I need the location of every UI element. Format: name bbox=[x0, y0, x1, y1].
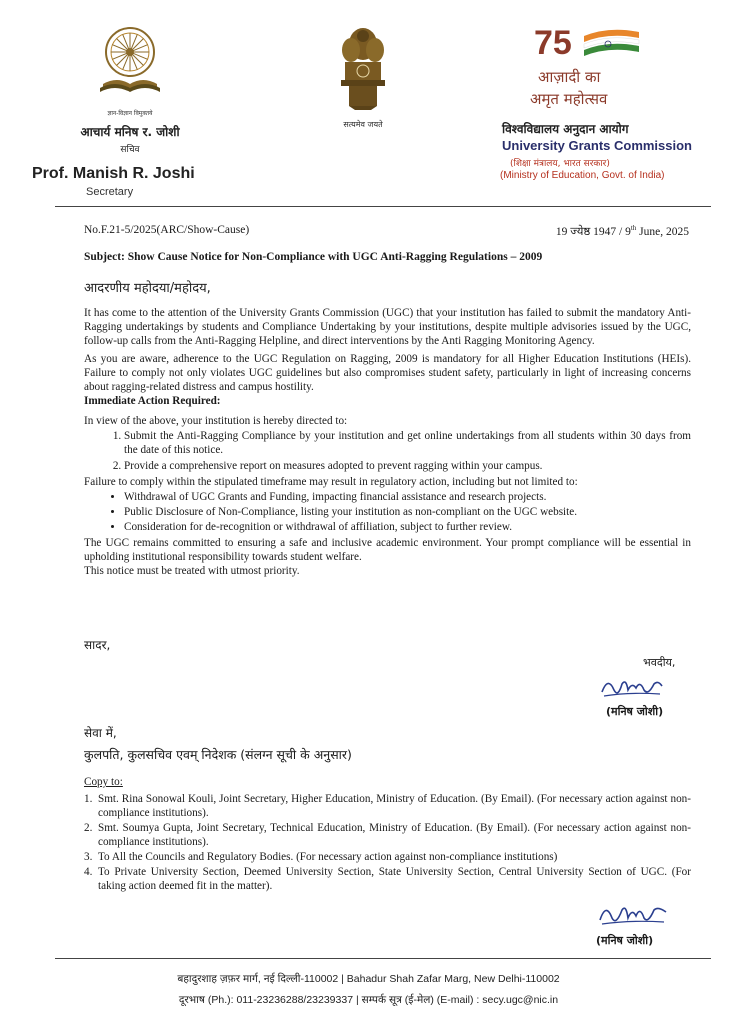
ugc-logo-block bbox=[30, 22, 230, 155]
copy-to-item bbox=[84, 821, 691, 849]
date-suffix: June, 2025 bbox=[636, 226, 689, 238]
ugc-chakra-book-icon bbox=[95, 22, 165, 102]
copy-to-text: Smt. Rina Sonowal Kouli, Joint Secretary, Higher Education, Ministry of Education. (By Email). (For necessary action against non-compliance institutions). bbox=[98, 793, 691, 819]
signatory-name-2: (मनिष जोशी) bbox=[596, 934, 654, 947]
copy-to-text: Smt. Soumya Gupta, Joint Secretary, Technical Education, Ministry of Education. (By Email). (For necessary action against non-compliance institutions). bbox=[98, 822, 691, 848]
paragraph-6: This notice must be treated with utmost priority. bbox=[84, 565, 300, 577]
header-divider bbox=[55, 206, 711, 207]
national-emblem-block bbox=[318, 22, 408, 130]
paragraph-1: It has come to the attention of the University Grants Commission (UGC) that your institution has failed to submit the mandatory Anti-Ragging undertakings by students and Compliance Undertaking by your institutions, despite multiple advisories issued by the UGC, follow-up calls from the Anti-Ragging Helpline, and direct interventions by the Anti Ragging Monitoring Agency. bbox=[84, 307, 691, 347]
copy-to-item bbox=[84, 850, 691, 864]
azadi-number: 75 bbox=[534, 24, 572, 62]
copy-to-number: 3. bbox=[84, 851, 93, 863]
salutation: आदरणीय महोदया/महोदय, bbox=[84, 281, 211, 296]
signature-image-2 bbox=[596, 898, 672, 932]
directives-list bbox=[84, 429, 691, 473]
footer-divider bbox=[55, 958, 711, 959]
official-name-english: Prof. Manish R. Joshi bbox=[32, 165, 195, 182]
footer-contact: दूरभाष (Ph.): 011-23236288/23239337 | सम्पर्क सूत्र (ई-मेल) (E-mail) : secy.ugc@nic.in bbox=[178, 994, 559, 1006]
copy-to-item bbox=[84, 792, 691, 820]
copy-to-number: 4. bbox=[84, 866, 93, 878]
ugc-title-block bbox=[492, 18, 702, 181]
consequence-item: • Withdrawal of UGC Grants and Funding, impacting financial assistance and research projects. bbox=[124, 490, 691, 504]
paragraph-3: In view of the above, your institution is hereby directed to: bbox=[84, 415, 348, 427]
subject-line: Subject: Show Cause Notice for Non-Compliance with UGC Anti-Ragging Regulations – 2009 bbox=[84, 251, 543, 263]
copy-to-list bbox=[84, 792, 691, 894]
ugc-motto: ज्ञान-विज्ञान विमुक्तये bbox=[107, 110, 153, 117]
paragraph-4: Failure to comply within the stipulated timeframe may result in regulatory action, including but not limited to: bbox=[84, 476, 578, 488]
copy-to-text: To Private University Section, Deemed University Section, State University Section, Central University Section of UGC. (For taking action deemed fit in the matter). bbox=[98, 866, 691, 892]
yours-faithfully: भवदीय, bbox=[643, 656, 676, 669]
signature-image bbox=[598, 672, 668, 702]
azadi-line2: अमृत महोत्सव bbox=[530, 90, 608, 108]
official-name-hindi: आचार्य मनिष र. जोशी bbox=[80, 125, 180, 139]
azadi-line1: आज़ादी का bbox=[538, 68, 601, 86]
closing-hindi: सादर, bbox=[84, 638, 111, 652]
azadi-amrit-mahotsav-logo bbox=[504, 18, 654, 113]
ministry-english: (Ministry of Education, Govt. of India) bbox=[500, 170, 665, 181]
consequences-list bbox=[84, 490, 691, 534]
directive-item: 2. Provide a comprehensive report on measures adopted to prevent ragging within your campus. bbox=[124, 459, 691, 473]
paragraph-2: As you are aware, adherence to the UGC Regulation on Ragging, 2009 is mandatory for all Higher Education Institutions (HEIs). Failure to comply not only violates UGC guidelines but also compromises student safety, particularly in light of increasing concerns about ragging-related distress and campus hostility. bbox=[84, 353, 691, 393]
date-sup: th bbox=[630, 224, 637, 233]
action-heading: Immediate Action Required: bbox=[84, 395, 221, 407]
directive-item: 1. Submit the Anti-Ragging Compliance by your institution and get online undertakings from all students within 30 days from the date of this notice. bbox=[124, 429, 691, 457]
footer-address: बहादुरशाह ज़फ़र मार्ग, नई दिल्ली-110002 | Bahadur Shah Zafar Marg, New Delhi-110002 bbox=[177, 973, 560, 985]
copy-to-number: 1. bbox=[84, 793, 93, 805]
satyamev-jayate-motto: सत्यमेव जयते bbox=[343, 120, 383, 129]
official-title-english: Secretary bbox=[86, 186, 134, 198]
official-title-hindi: सचिव bbox=[120, 145, 140, 155]
copy-to-number: 2. bbox=[84, 822, 93, 834]
paragraph-5: The UGC remains committed to ensuring a safe and inclusive academic environment. Your prompt compliance will be essential in upholding institutional responsibility towards student welfare. bbox=[84, 537, 691, 563]
signatory-name: (मनिष जोशी) bbox=[606, 705, 664, 718]
ministry-hindi: (शिक्षा मंत्रालय, भारत सरकार) bbox=[510, 159, 610, 169]
copy-to-item bbox=[84, 865, 691, 893]
reference-number: No.F.21-5/2025(ARC/Show-Cause) bbox=[84, 224, 250, 236]
ugc-name-hindi: विश्वविद्यालय अनुदान आयोग bbox=[502, 122, 629, 136]
letter-date bbox=[556, 224, 689, 239]
consequence-item: • Public Disclosure of Non-Compliance, listing your institution as non-compliant on the UGC website. bbox=[124, 505, 691, 519]
ashoka-lion-emblem-icon bbox=[331, 22, 395, 112]
copy-to-text: To All the Councils and Regulatory Bodies. (For necessary action against non-compliance institutions) bbox=[98, 851, 558, 863]
letter-body bbox=[84, 306, 691, 582]
consequence-item: • Consideration for de-recognition or withdrawal of affiliation, subject to further review. bbox=[124, 520, 691, 534]
recipients-line: कुलपति, कुलसचिव एवम् निदेशक (संलग्न सूची के अनुसार) bbox=[84, 747, 352, 762]
copy-to-heading: Copy to: bbox=[84, 776, 123, 788]
date-prefix: 19 ज्येष्ठ 1947 / 9 bbox=[555, 226, 631, 238]
ugc-name-english: University Grants Commission bbox=[502, 138, 692, 153]
to-label: सेवा में, bbox=[84, 726, 117, 740]
